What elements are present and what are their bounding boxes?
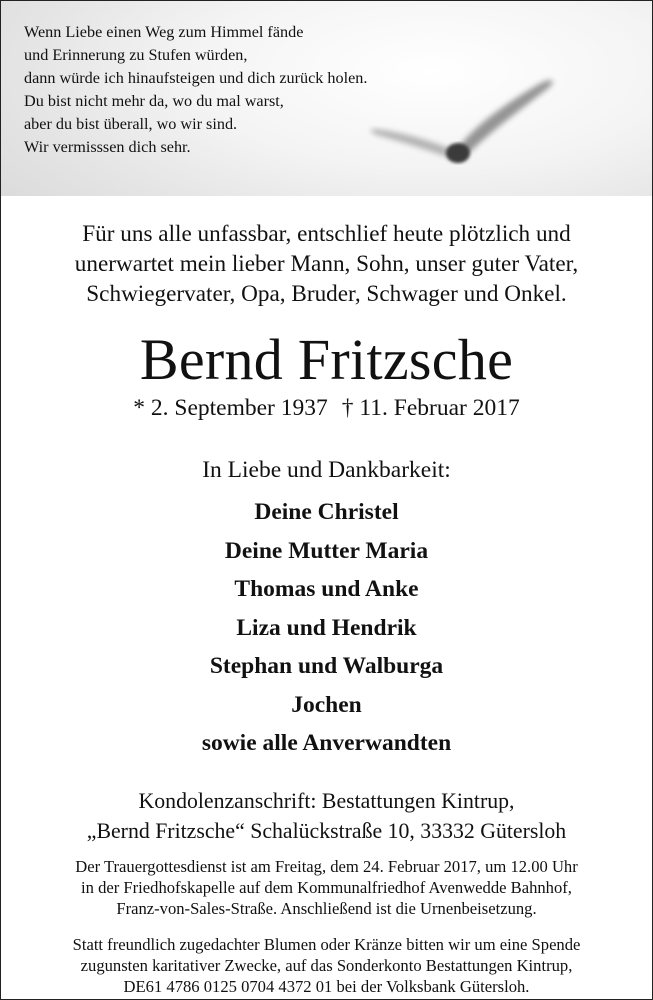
death-date: † 11. Februar 2017 (341, 395, 520, 421)
mourner-name: Liza und Hendrik (236, 614, 417, 641)
deceased-name: Bernd Fritzsche (139, 327, 514, 392)
intro-line: Schwiegervater, Opa, Bruder, Schwager und Onkel. (86, 281, 567, 307)
poem-line: dann würde ich hinaufsteigen und dich zurück holen. (24, 69, 368, 87)
donation-line: zugunsten karitativer Zwecke, auf das Sonderkonto Bestattungen Kintrup, (80, 956, 573, 975)
funeral-service-info (1, 856, 652, 919)
mourner-name: Deine Mutter Maria (224, 537, 429, 564)
mourners-lead: In Liebe und Dankbarkeit: (202, 457, 451, 483)
intro-text (1, 219, 652, 309)
birth-date: * 2. September 1937 (133, 395, 328, 421)
service-line: Der Trauergottesdienst ist am Freitag, dem 24. Februar 2017, um 12.00 Uhr (75, 857, 578, 876)
mourner-name: Jochen (291, 691, 362, 718)
mourner-name: Thomas und Anke (234, 576, 419, 602)
mourner-name: sowie alle Anverwandten (201, 730, 452, 756)
mourner-name: Deine Christel (254, 499, 399, 525)
poem-line: Wenn Liebe einen Weg zum Himmel fände (24, 23, 304, 41)
poem-line: aber du bist überall, wo wir sind. (24, 115, 238, 133)
life-dates (1, 393, 652, 423)
poem-line: und Erinnerung zu Stufen würden, (24, 46, 248, 64)
poem-line: Wir vermisssen dich sehr. (24, 138, 191, 156)
condolence-line: „Bernd Fritzsche“ Schalückstraße 10, 33332 Gütersloh (86, 819, 567, 843)
condolence-line: Kondolenzanschrift: Bestattungen Kintrup, (138, 789, 515, 813)
intro-line: unerwartet mein lieber Mann, Sohn, unser guter Vater, (74, 251, 579, 277)
intro-line: Für uns alle unfassbar, entschlief heute plötzlich und (82, 221, 571, 247)
poem-line: Du bist nicht mehr da, wo du mal warst, (24, 92, 284, 110)
service-line: in der Friedhofskapelle auf dem Kommunalfriedhof Avenwedde Bahnhof, (81, 878, 572, 897)
mourner-name: Stephan und Walburga (209, 653, 444, 679)
service-line: Franz-von-Sales-Straße. Anschließend ist die Urnenbeisetzung. (116, 899, 537, 918)
donation-line: Statt freundlich zugedachter Blumen oder Kränze bitten wir um eine Spende (72, 935, 581, 954)
donation-line: DE61 4786 0125 0704 4372 01 bei der Volksbank Gütersloh. (123, 977, 530, 996)
condolence-address (1, 786, 652, 846)
mourners-list (1, 493, 652, 763)
donation-info (1, 934, 652, 997)
poem (24, 21, 367, 159)
